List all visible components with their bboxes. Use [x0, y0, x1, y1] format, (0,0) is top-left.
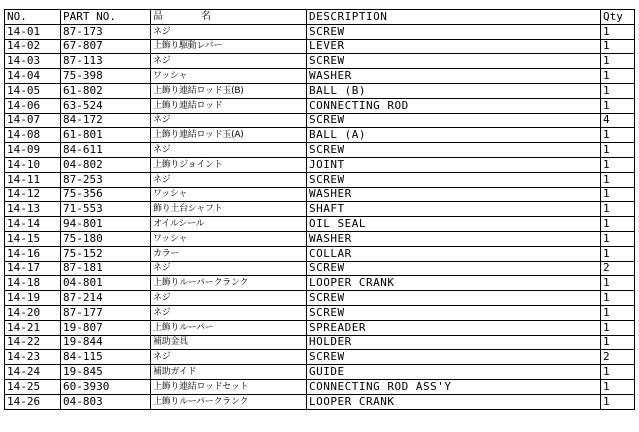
- cell-part-no: 87-177: [61, 305, 151, 320]
- cell-qty: 4: [601, 113, 635, 128]
- cell-description: SCREW: [307, 350, 601, 365]
- cell-no: 14-08: [5, 128, 61, 143]
- cell-description: BALL (B): [307, 83, 601, 98]
- cell-name-jp: オイルシール: [151, 217, 307, 232]
- cell-no: 14-14: [5, 217, 61, 232]
- cell-description: SCREW: [307, 305, 601, 320]
- parts-list-table: [4, 9, 635, 410]
- table-row: [5, 394, 635, 409]
- cell-part-no: 75-356: [61, 187, 151, 202]
- cell-no: 14-07: [5, 113, 61, 128]
- table-row: [5, 335, 635, 350]
- cell-description: HOLDER: [307, 335, 601, 350]
- cell-no: 14-18: [5, 276, 61, 291]
- cell-description: LEVER: [307, 39, 601, 54]
- cell-description: CONNECTING ROD ASS'Y: [307, 379, 601, 394]
- table-row: [5, 305, 635, 320]
- cell-qty: 1: [601, 379, 635, 394]
- cell-description: WASHER: [307, 187, 601, 202]
- cell-part-no: 84-115: [61, 350, 151, 365]
- cell-name-jp: 補助金具: [151, 335, 307, 350]
- cell-part-no: 75-398: [61, 69, 151, 84]
- cell-part-no: 94-801: [61, 217, 151, 232]
- cell-name-jp: カラー: [151, 246, 307, 261]
- cell-name-jp: ネジ: [151, 305, 307, 320]
- cell-part-no: 19-845: [61, 365, 151, 380]
- cell-qty: 1: [601, 24, 635, 39]
- cell-qty: 1: [601, 69, 635, 84]
- cell-qty: 1: [601, 320, 635, 335]
- cell-no: 14-25: [5, 379, 61, 394]
- cell-no: 14-26: [5, 394, 61, 409]
- cell-no: 14-03: [5, 54, 61, 69]
- table-row: [5, 172, 635, 187]
- cell-description: BALL (A): [307, 128, 601, 143]
- cell-part-no: 04-801: [61, 276, 151, 291]
- cell-name-jp: 上飾りルーパー: [151, 320, 307, 335]
- cell-description: SCREW: [307, 143, 601, 158]
- cell-description: SCREW: [307, 24, 601, 39]
- cell-qty: 1: [601, 276, 635, 291]
- cell-part-no: 63-524: [61, 98, 151, 113]
- cell-description: WASHER: [307, 69, 601, 84]
- cell-name-jp: 上飾りジョイント: [151, 157, 307, 172]
- table-row: [5, 113, 635, 128]
- cell-part-no: 87-181: [61, 261, 151, 276]
- cell-part-no: 87-253: [61, 172, 151, 187]
- table-body: [5, 24, 635, 409]
- cell-name-jp: ネジ: [151, 54, 307, 69]
- cell-no: 14-12: [5, 187, 61, 202]
- table-row: [5, 261, 635, 276]
- table-row: [5, 24, 635, 39]
- cell-name-jp: ネジ: [151, 261, 307, 276]
- cell-name-jp: 飾り土台シャフト: [151, 202, 307, 217]
- cell-qty: 1: [601, 187, 635, 202]
- table-row: [5, 202, 635, 217]
- cell-qty: 1: [601, 128, 635, 143]
- cell-part-no: 67-807: [61, 39, 151, 54]
- cell-description: COLLAR: [307, 246, 601, 261]
- cell-qty: 1: [601, 39, 635, 54]
- cell-qty: 1: [601, 217, 635, 232]
- table-row: [5, 54, 635, 69]
- cell-part-no: 75-152: [61, 246, 151, 261]
- cell-description: WASHER: [307, 231, 601, 246]
- cell-no: 14-02: [5, 39, 61, 54]
- cell-qty: 1: [601, 54, 635, 69]
- cell-description: SCREW: [307, 54, 601, 69]
- cell-name-jp: 上飾りルーパークランク: [151, 394, 307, 409]
- header-part-no: PART NO.: [61, 10, 151, 25]
- cell-description: LOOPER CRANK: [307, 394, 601, 409]
- table-row: [5, 128, 635, 143]
- cell-name-jp: ワッシャ: [151, 69, 307, 84]
- cell-part-no: 71-553: [61, 202, 151, 217]
- header-name-jp-char-1: 品: [153, 10, 163, 22]
- cell-no: 14-20: [5, 305, 61, 320]
- cell-name-jp: 上飾りルーパークランク: [151, 276, 307, 291]
- cell-name-jp: 上飾り駆動レバー: [151, 39, 307, 54]
- table-row: [5, 350, 635, 365]
- cell-qty: 1: [601, 231, 635, 246]
- table-row: [5, 276, 635, 291]
- cell-description: SCREW: [307, 172, 601, 187]
- cell-no: 14-22: [5, 335, 61, 350]
- cell-description: LOOPER CRANK: [307, 276, 601, 291]
- table-row: [5, 143, 635, 158]
- cell-name-jp: ワッシャ: [151, 187, 307, 202]
- table-row: [5, 217, 635, 232]
- cell-no: 14-05: [5, 83, 61, 98]
- cell-qty: 1: [601, 157, 635, 172]
- cell-no: 14-15: [5, 231, 61, 246]
- cell-description: CONNECTING ROD: [307, 98, 601, 113]
- header-no: NO.: [5, 10, 61, 25]
- cell-name-jp: 上飾り連結ロッド玉(B): [151, 83, 307, 98]
- cell-no: 14-24: [5, 365, 61, 380]
- cell-qty: 1: [601, 143, 635, 158]
- table-row: [5, 320, 635, 335]
- cell-part-no: 60-3930: [61, 379, 151, 394]
- cell-qty: 1: [601, 98, 635, 113]
- cell-qty: 2: [601, 350, 635, 365]
- table-row: [5, 69, 635, 84]
- table-row: [5, 157, 635, 172]
- cell-part-no: 87-173: [61, 24, 151, 39]
- header-description: DESCRIPTION: [307, 10, 601, 25]
- cell-description: OIL SEAL: [307, 217, 601, 232]
- cell-no: 14-16: [5, 246, 61, 261]
- cell-no: 14-13: [5, 202, 61, 217]
- table-header-row: [5, 10, 635, 25]
- cell-name-jp: ネジ: [151, 350, 307, 365]
- cell-name-jp: ネジ: [151, 291, 307, 306]
- cell-part-no: 87-113: [61, 54, 151, 69]
- table-row: [5, 98, 635, 113]
- cell-part-no: 04-803: [61, 394, 151, 409]
- cell-qty: 1: [601, 202, 635, 217]
- cell-name-jp: 上飾り連結ロッド: [151, 98, 307, 113]
- cell-description: GUIDE: [307, 365, 601, 380]
- cell-part-no: 84-611: [61, 143, 151, 158]
- cell-no: 14-10: [5, 157, 61, 172]
- cell-qty: 1: [601, 394, 635, 409]
- cell-no: 14-23: [5, 350, 61, 365]
- cell-description: SHAFT: [307, 202, 601, 217]
- cell-no: 14-19: [5, 291, 61, 306]
- table-row: [5, 365, 635, 380]
- table-row: [5, 39, 635, 54]
- table-row: [5, 246, 635, 261]
- cell-part-no: 61-801: [61, 128, 151, 143]
- table-row: [5, 231, 635, 246]
- cell-no: 14-06: [5, 98, 61, 113]
- cell-qty: 1: [601, 83, 635, 98]
- table-row: [5, 83, 635, 98]
- cell-part-no: 19-844: [61, 335, 151, 350]
- cell-description: SCREW: [307, 261, 601, 276]
- cell-part-no: 61-802: [61, 83, 151, 98]
- cell-qty: 1: [601, 172, 635, 187]
- cell-part-no: 75-180: [61, 231, 151, 246]
- cell-no: 14-04: [5, 69, 61, 84]
- cell-name-jp: 補助ガイド: [151, 365, 307, 380]
- cell-description: SPREADER: [307, 320, 601, 335]
- header-name-jp-char-2: 名: [201, 10, 211, 22]
- cell-part-no: 87-214: [61, 291, 151, 306]
- cell-part-no: 84-172: [61, 113, 151, 128]
- cell-qty: 1: [601, 305, 635, 320]
- cell-qty: 1: [601, 365, 635, 380]
- cell-no: 14-11: [5, 172, 61, 187]
- cell-name-jp: 上飾り連結ロッドセット: [151, 379, 307, 394]
- table-row: [5, 291, 635, 306]
- table-row: [5, 187, 635, 202]
- cell-name-jp: ネジ: [151, 113, 307, 128]
- header-qty: Qty: [601, 10, 635, 25]
- table-row: [5, 379, 635, 394]
- cell-description: SCREW: [307, 291, 601, 306]
- cell-no: 14-17: [5, 261, 61, 276]
- cell-qty: 1: [601, 291, 635, 306]
- cell-name-jp: ネジ: [151, 143, 307, 158]
- cell-qty: 2: [601, 261, 635, 276]
- cell-no: 14-01: [5, 24, 61, 39]
- cell-qty: 1: [601, 335, 635, 350]
- cell-part-no: 04-802: [61, 157, 151, 172]
- header-name-jp: [151, 10, 307, 25]
- cell-name-jp: ネジ: [151, 24, 307, 39]
- cell-name-jp: ワッシャ: [151, 231, 307, 246]
- cell-description: SCREW: [307, 113, 601, 128]
- cell-name-jp: 上飾り連結ロッド玉(A): [151, 128, 307, 143]
- cell-part-no: 19-807: [61, 320, 151, 335]
- cell-no: 14-09: [5, 143, 61, 158]
- cell-name-jp: ネジ: [151, 172, 307, 187]
- cell-qty: 1: [601, 246, 635, 261]
- cell-no: 14-21: [5, 320, 61, 335]
- cell-description: JOINT: [307, 157, 601, 172]
